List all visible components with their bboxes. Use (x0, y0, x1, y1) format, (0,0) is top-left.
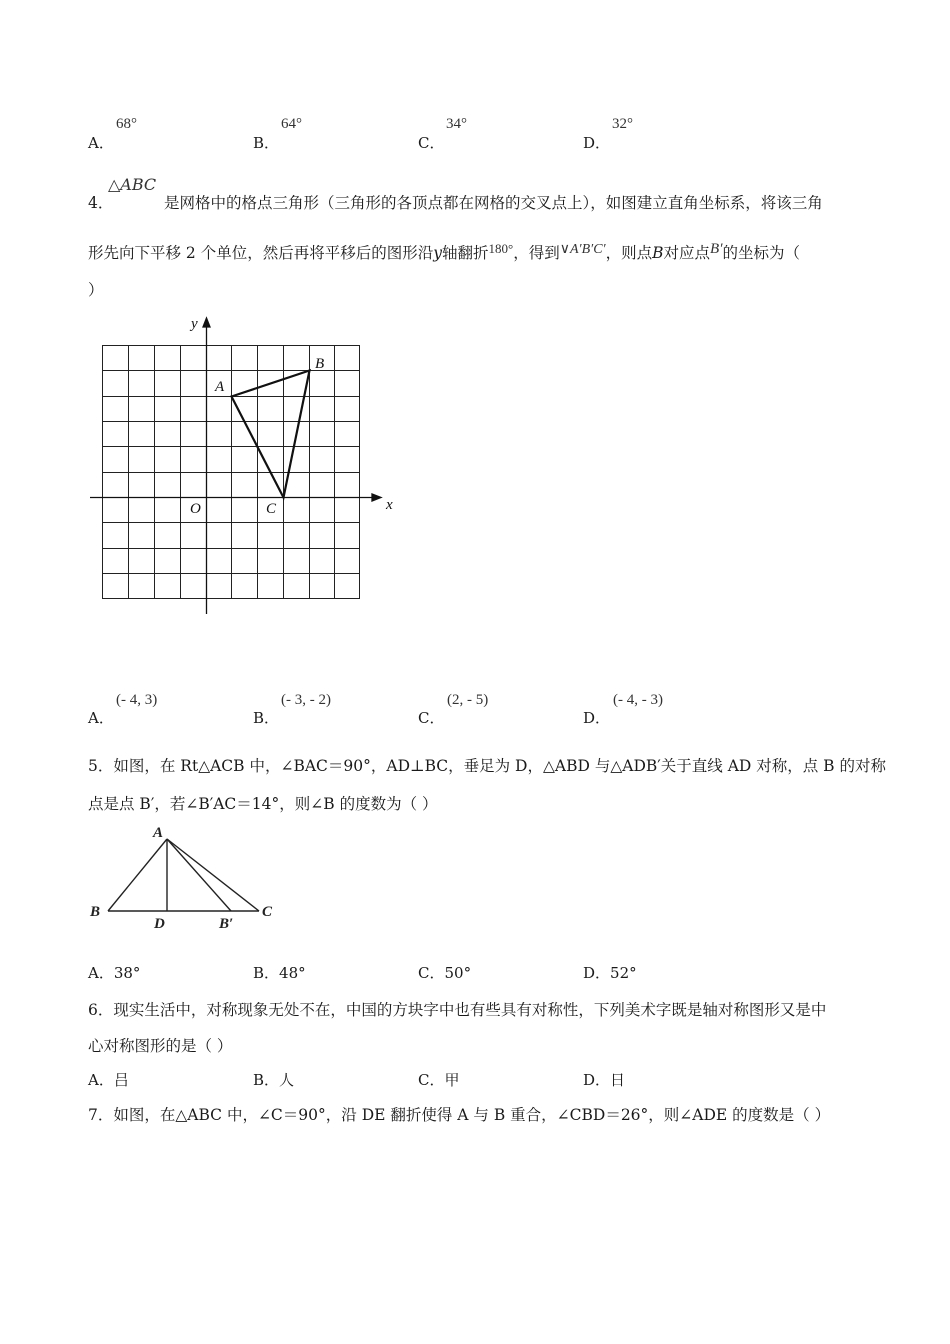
q4-option-a-letter: A． (88, 709, 114, 727)
q5-option-a-letter: A． (88, 964, 114, 982)
segment-ab-prime (167, 839, 231, 911)
q5-option-a (88, 962, 140, 983)
point-c-label: C (266, 501, 277, 517)
q5-line1: 5．如图，在 Rt△ACB 中，∠BAC＝90°，AD⊥BC，垂足为 D，△ABD 与△ADB′关于直线 AD 对称，点 B 的对称 (88, 757, 887, 775)
q4-option-b-letter: B． (253, 709, 280, 727)
q5-option-a-value: 38° (113, 964, 141, 982)
q4-line2-y: y (433, 244, 442, 262)
q4-option-d-letter: D． (583, 709, 611, 727)
q3-option-b-value: 64° (281, 116, 302, 132)
q6-option-d-letter: D． (583, 1071, 611, 1089)
point-b-prime-label: B′ (219, 916, 234, 932)
q7-line1: 7．如图，在△ABC 中，∠C＝90°，沿 DE 翻折使得 A 与 B 重合，∠CBD＝26°，则∠ADE 的度数是（ ） (88, 1106, 831, 1124)
origin-label: O (190, 501, 201, 517)
triangle-abc (232, 371, 310, 498)
point-a-label: A (153, 825, 164, 841)
q4-line2-c: ，得到 (513, 244, 560, 262)
q4-option-b-value: (- 3, - 2) (281, 692, 331, 708)
q5-option-c (418, 962, 471, 983)
q5-option-b-letter: B． (253, 964, 280, 982)
q6-option-a-letter: A． (88, 1071, 114, 1089)
y-axis-label: y (191, 316, 198, 332)
x-axis-arrow (372, 494, 381, 501)
q4-option-d-value: (- 4, - 3) (613, 692, 663, 708)
q6-option-a-value: 吕 (113, 1071, 129, 1089)
q5-option-b-value: 48° (279, 964, 306, 982)
q3-option-b-letter: B． (253, 134, 280, 152)
q6-option-c-value: 甲 (444, 1071, 460, 1089)
q4-line2 (88, 241, 800, 263)
x-axis-label: x (386, 497, 393, 513)
q4-number: 4． (88, 194, 114, 212)
segment-ab (108, 839, 167, 911)
q3-option-a-letter: A． (88, 134, 114, 152)
q4-angle: 180° (488, 241, 514, 256)
point-b-label: B (90, 904, 101, 920)
q4-option-c-value: (2, - 5) (447, 692, 489, 708)
q3-option-d-value: 32° (612, 116, 633, 132)
point-d-label: D (154, 916, 165, 932)
q6-option-c-letter: C． (418, 1071, 445, 1089)
q4-point-b: B (652, 244, 664, 262)
q6-option-c (418, 1069, 460, 1090)
q4-option-a-value: (- 4, 3) (116, 692, 158, 708)
q5-triangle-figure (84, 822, 284, 934)
q6-option-b (253, 1069, 294, 1090)
point-b-label: B (315, 356, 325, 372)
q4-line3: ） (88, 281, 104, 299)
q6-line2: 心对称图形的是（ ） (88, 1037, 233, 1055)
q4-line2-b: 轴翻折 (441, 244, 489, 262)
q4-line2-e: 对应点 (663, 244, 711, 262)
q5-option-c-letter: C． (418, 964, 445, 982)
q4-line2-a: 形先向下平移 2 个单位，然后再将平移后的图形沿 (88, 244, 434, 262)
q5-option-b (253, 962, 306, 983)
q4-result-triangle: ∨A′B′C′ (559, 242, 606, 257)
q6-line1: 6．现实生活中，对称现象无处不在，中国的方块字中也有些具有对称性，下列美术字既是轴对称图形又是中 (88, 1001, 827, 1019)
q5-line2: 点是点 B′，若∠B′AC＝14°，则∠B 的度数为（ ） (88, 795, 438, 813)
q6-option-d (583, 1069, 625, 1090)
q5-option-d (583, 962, 637, 983)
q4-coordinate-figure (80, 310, 400, 620)
q4-option-c-letter: C． (418, 709, 445, 727)
q6-option-b-letter: B． (253, 1071, 280, 1089)
y-axis-arrow (203, 318, 210, 327)
q3-option-a-value: 68° (116, 116, 137, 132)
q6-option-b-value: 人 (279, 1071, 295, 1089)
q4-triangle: △ABC (108, 175, 157, 194)
q6-option-d-value: 日 (610, 1071, 626, 1089)
q3-option-c-letter: C． (418, 134, 445, 152)
q4-point-b-prime: B′ (710, 241, 723, 257)
q5-option-c-value: 50° (444, 964, 472, 982)
point-a-label: A (215, 379, 225, 395)
q4-line2-f: 的坐标为（ (722, 244, 800, 262)
q4-line1: 是网格中的格点三角形（三角形的各顶点都在网格的交叉点上），如图建立直角坐标系，将该三角 (164, 194, 823, 212)
q5-option-d-letter: D． (583, 964, 611, 982)
point-c-label: C (262, 904, 273, 920)
segment-ac (167, 839, 259, 911)
q4-line2-d: ，则点 (605, 244, 653, 262)
q3-option-d-letter: D． (583, 134, 611, 152)
q6-option-a (88, 1069, 129, 1090)
q5-option-d-value: 52° (610, 964, 637, 982)
q3-option-c-value: 34° (446, 116, 467, 132)
